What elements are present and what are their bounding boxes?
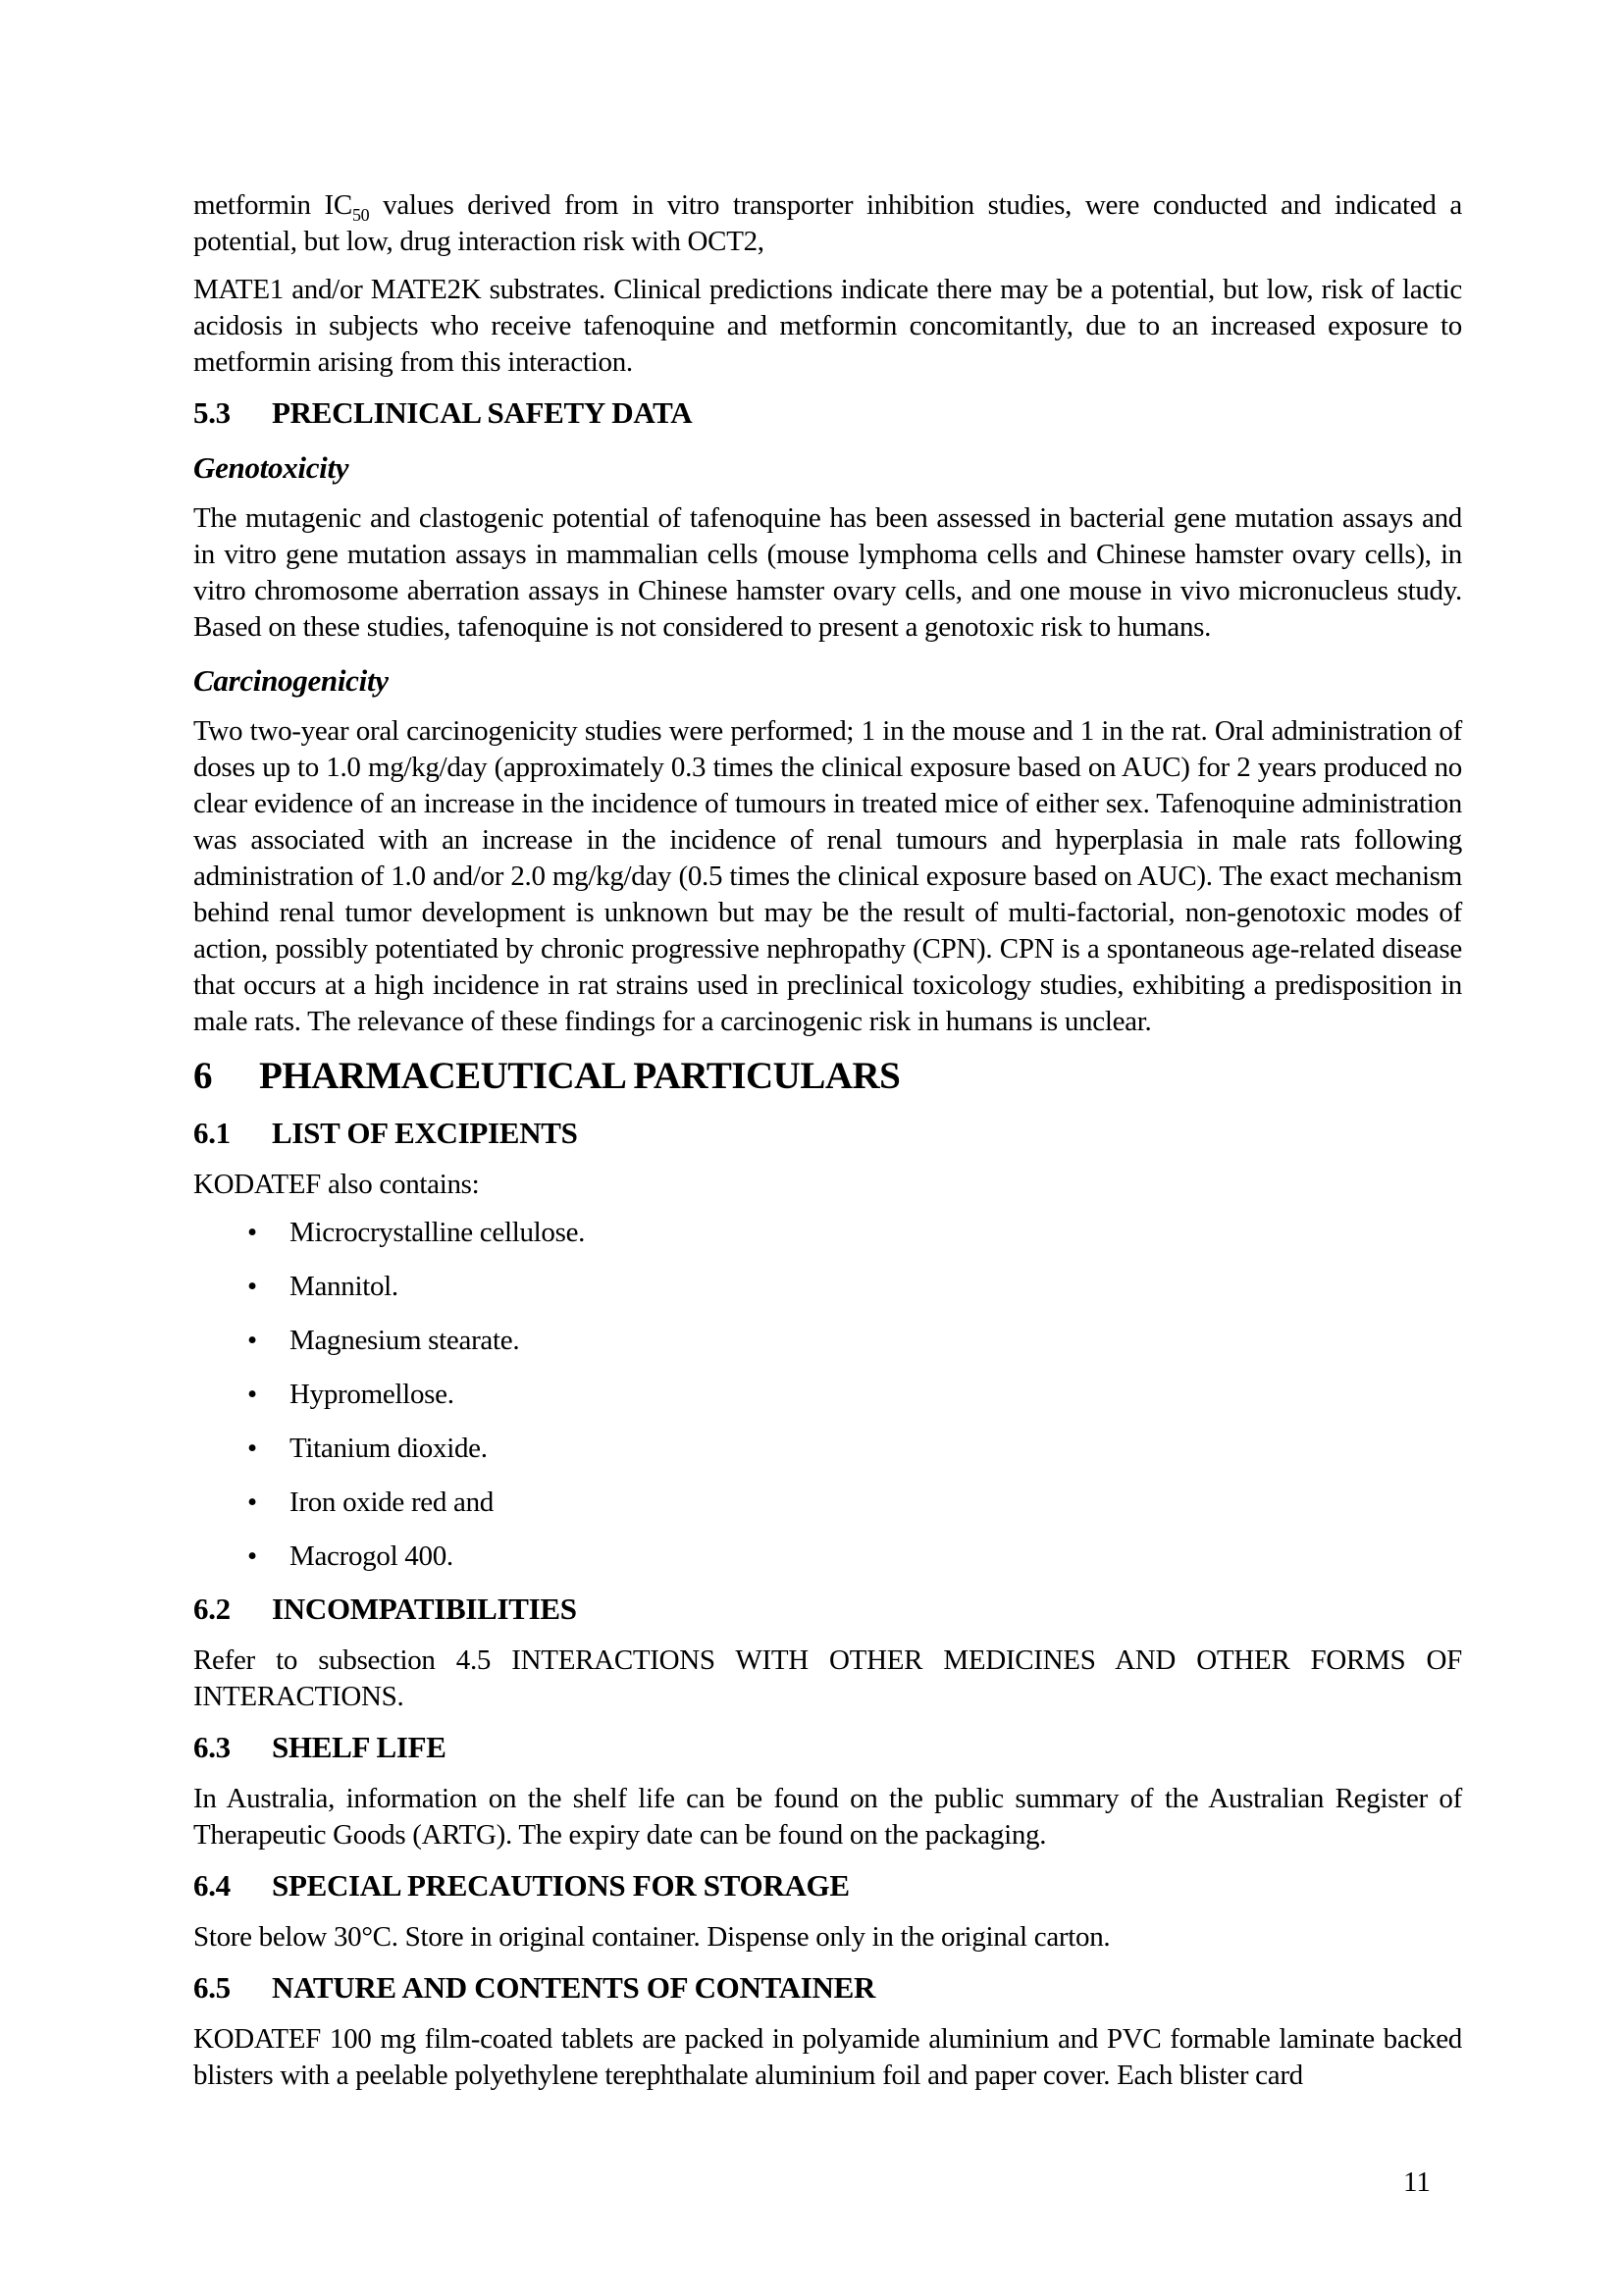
heading-6-2-incompatibilities: [193, 1590, 1462, 1629]
list-item-label: Mannitol.: [289, 1271, 398, 1302]
paragraph-shelf-life: In Australia, information on the shelf life can be found on the public summary of the Australian Register of Therapeutic Goods (ARTG). The expiry date can be found on the packaging.: [193, 1783, 1462, 1851]
list-item-label: Hypromellose.: [289, 1379, 454, 1410]
section-number: 6.5: [193, 1970, 231, 2005]
paragraph-metformin-post: values derived from in vitro transporter inhibition studies, were conducted and indicated a potential, but low, drug interaction risk with OCT2,: [193, 189, 1462, 257]
section-number: 6: [193, 1055, 212, 1097]
bullet-icon: •: [247, 1433, 257, 1464]
paragraph-carcinogenicity: Two two-year oral carcinogenicity studies were performed; 1 in the mouse and 1 in the rat. Oral administration of doses up to 1.0 mg/kg/day (approximately 0.3 times the clinical exposure based on AUC) for 2 years produced no clear evidence of an increase in the incidence of tumours in treated mice of either sex. Tafenoquine administration was associated with an increase in the incidence of renal tumours and hyperplasia in male rats following administration of 1.0 and/or 2.0 mg/kg/day (0.5 times the clinical exposure based on AUC). The exact mechanism behind renal tumor development is unknown but may be the result of multi-factorial, non-genotoxic modes of action, possibly potentiated by chronic progressive nephropathy (CPN). CPN is a spontaneous age-related disease that occurs at a high incidence in rat strains used in preclinical toxicology studies, exhibiting a predisposition in male rats. The relevance of these findings for a carcinogenic risk in humans is unclear.: [193, 715, 1462, 1037]
paragraph-genotoxicity: The mutagenic and clastogenic potential of tafenoquine has been assessed in bacterial gene mutation assays and in vitro gene mutation assays in mammalian cells (mouse lymphoma cells and Chinese hamster ovary cells), in vitro chromosome aberration assays in Chinese hamster ovary cells, and one mouse in vivo micronucleus study. Based on these studies, tafenoquine is not considered to present a genotoxic risk to humans.: [193, 502, 1462, 643]
section-title: SPECIAL PRECAUTIONS FOR STORAGE: [272, 1868, 850, 1903]
list-item-label: Microcrystalline cellulose.: [289, 1217, 586, 1248]
section-number: 6.1: [193, 1116, 231, 1150]
heading-6-pharmaceutical-particulars: [193, 1052, 1462, 1101]
bullet-icon: •: [247, 1325, 257, 1356]
section-number: 6.4: [193, 1868, 231, 1903]
list-item-label: Magnesium stearate.: [289, 1325, 520, 1356]
paragraph-container: KODATEF 100 mg film-coated tablets are packed in polyamide aluminium and PVC formable laminate backed blisters with a peelable polyethylene terephthalate aluminium foil and paper cover. Each blister card: [193, 2023, 1462, 2091]
list-item-excipient: [193, 1539, 1462, 1575]
paragraph-kodatef-contains: KODATEF also contains:: [193, 1169, 480, 1200]
paragraph-incompatibilities: Refer to subsection 4.5 INTERACTIONS WITH OTHER MEDICINES AND OTHER FORMS OF INTERACTIONS.: [193, 1644, 1462, 1712]
list-item-excipient: [193, 1377, 1462, 1413]
section-number: 5.3: [193, 395, 231, 430]
bullet-icon: •: [247, 1217, 257, 1248]
paragraph-mate-substrates: MATE1 and/or MATE2K substrates. Clinical predictions indicate there may be a potential, but low, risk of lactic acidosis in subjects who receive tafenoquine and metformin concomitantly, due to an increased exposure to metformin arising from this interaction.: [193, 274, 1462, 378]
list-item-excipient: [193, 1215, 1462, 1251]
heading-6-1-list-of-excipients: [193, 1114, 1462, 1153]
paragraph-storage: Store below 30°C. Store in original container. Dispense only in the original carton.: [193, 1921, 1111, 1953]
paragraph-metformin-pre: metformin IC: [193, 189, 352, 221]
heading-genotoxicity: Genotoxicity: [193, 450, 349, 485]
heading-6-5-container-contents: [193, 1968, 1462, 2008]
section-title: INCOMPATIBILITIES: [272, 1592, 577, 1626]
list-item-excipient: [193, 1323, 1462, 1359]
bullet-icon: •: [247, 1540, 257, 1572]
paragraph-metformin-ic50: [193, 187, 1462, 260]
list-item-excipient: [193, 1485, 1462, 1521]
excipients-list: [193, 1215, 1462, 1575]
list-item-label: Macrogol 400.: [289, 1540, 453, 1572]
section-number: 6.3: [193, 1730, 231, 1764]
heading-5-3-preclinical-safety-data: [193, 393, 1462, 433]
bullet-icon: •: [247, 1379, 257, 1410]
section-title: NATURE AND CONTENTS OF CONTAINER: [272, 1970, 876, 2005]
page-number: 11: [1403, 2166, 1431, 2198]
list-item-label: Titanium dioxide.: [289, 1433, 488, 1464]
section-title: SHELF LIFE: [272, 1730, 446, 1764]
list-item-excipient: [193, 1431, 1462, 1467]
list-item-label: Iron oxide red and: [289, 1487, 494, 1518]
section-title: LIST OF EXCIPIENTS: [272, 1116, 578, 1150]
section-number: 6.2: [193, 1592, 231, 1626]
section-title: PHARMACEUTICAL PARTICULARS: [259, 1055, 901, 1097]
heading-6-4-storage-precautions: [193, 1866, 1462, 1905]
list-item-excipient: [193, 1269, 1462, 1305]
heading-carcinogenicity: Carcinogenicity: [193, 663, 389, 698]
ic50-subscript: 50: [351, 204, 370, 225]
bullet-icon: •: [247, 1271, 257, 1302]
section-title: PRECLINICAL SAFETY DATA: [272, 395, 693, 430]
heading-6-3-shelf-life: [193, 1728, 1462, 1767]
bullet-icon: •: [247, 1487, 257, 1518]
